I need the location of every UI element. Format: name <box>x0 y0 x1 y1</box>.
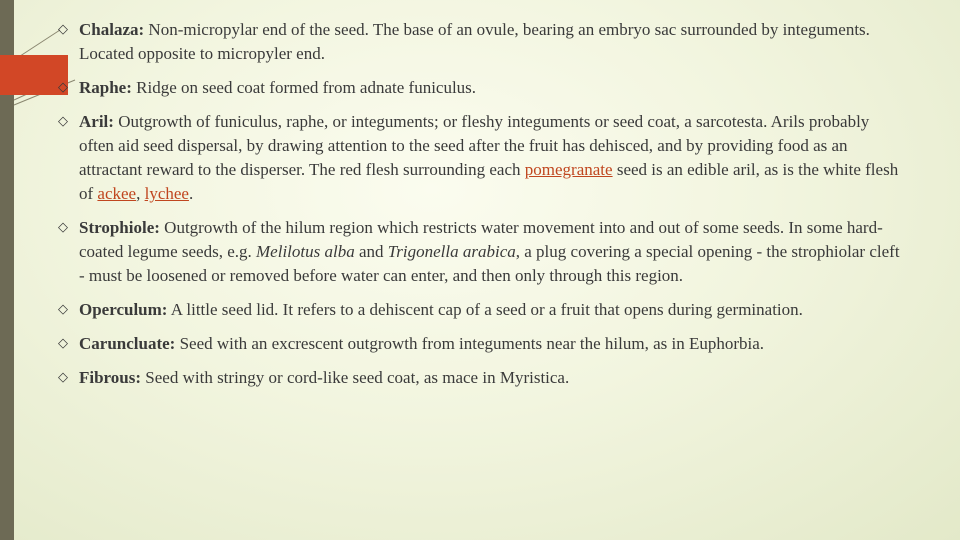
diamond-outline-icon: ◇ <box>58 302 68 317</box>
list-item-raphe <box>58 76 908 100</box>
list-item-operculum <box>58 298 908 322</box>
definition-text: , <box>136 184 145 203</box>
definition-text: and <box>354 242 388 261</box>
definition-text: . <box>188 184 194 203</box>
species-name: Trigonella arabica <box>387 242 516 261</box>
link-pomegranate[interactable]: pomegranate <box>524 160 613 179</box>
list-item-fibrous <box>58 366 908 390</box>
term-label: Raphe: <box>79 78 132 97</box>
list-item-chalaza <box>58 18 908 66</box>
term-label: Operculum: <box>79 300 168 319</box>
link-ackee[interactable]: ackee <box>97 184 137 203</box>
term-label: Fibrous: <box>79 368 142 387</box>
species-name: Melilotus alba <box>256 242 355 261</box>
list-item-strophiole <box>58 216 908 288</box>
definition-text: Outgrowth of the hilum region which restricts water movement into and out of some seeds. In some hard-coated legume seeds, e.g. <box>79 218 883 261</box>
definition-text: Seed with an excrescent outgrowth from integuments near the hilum, as in Euphorbia. <box>175 334 765 353</box>
term-label: Caruncluate: <box>79 334 176 353</box>
diamond-outline-icon: ◇ <box>58 114 68 129</box>
definition-text: seed is an edible aril, as is the white flesh of <box>79 160 899 203</box>
definition-text: Seed with stringy or cord-like seed coat, as mace in Myristica. <box>141 368 570 387</box>
term-label: Strophiole: <box>79 218 160 237</box>
definition-text: , a plug covering a special opening - the strophiolar cleft - must be loosened or removed before water can enter, and then only through this region. <box>79 242 900 285</box>
definition-text: A little seed lid. It refers to a dehiscent cap of a seed or a fruit that opens during germination. <box>167 300 803 319</box>
definition-text: Non-micropylar end of the seed. The base of an ovule, bearing an embryo sac surrounded by integuments. Located opposite to micropyler end. <box>79 20 870 63</box>
diamond-outline-icon: ◇ <box>58 22 68 37</box>
definition-text: Outgrowth of funiculus, raphe, or integuments; or fleshy integuments or seed coat, a sarcotesta. Arils probably often aid seed dispersal, by drawing attention to the seed after the fruit has dehisced, and by providing food as an attractant reward to the disperser. The red flesh surrounding each <box>79 112 870 179</box>
list-item-caruncluate <box>58 332 908 356</box>
slide-content <box>58 18 908 400</box>
diamond-outline-icon: ◇ <box>58 220 68 235</box>
link-lychee[interactable]: lychee <box>144 184 189 203</box>
diamond-outline-icon: ◇ <box>58 80 68 95</box>
diamond-outline-icon: ◇ <box>58 336 68 351</box>
term-label: Aril: <box>79 112 114 131</box>
list-item-aril <box>58 110 908 206</box>
definition-text: Ridge on seed coat formed from adnate funiculus. <box>131 78 477 97</box>
diamond-outline-icon: ◇ <box>58 370 68 385</box>
term-label: Chalaza: <box>79 20 145 39</box>
